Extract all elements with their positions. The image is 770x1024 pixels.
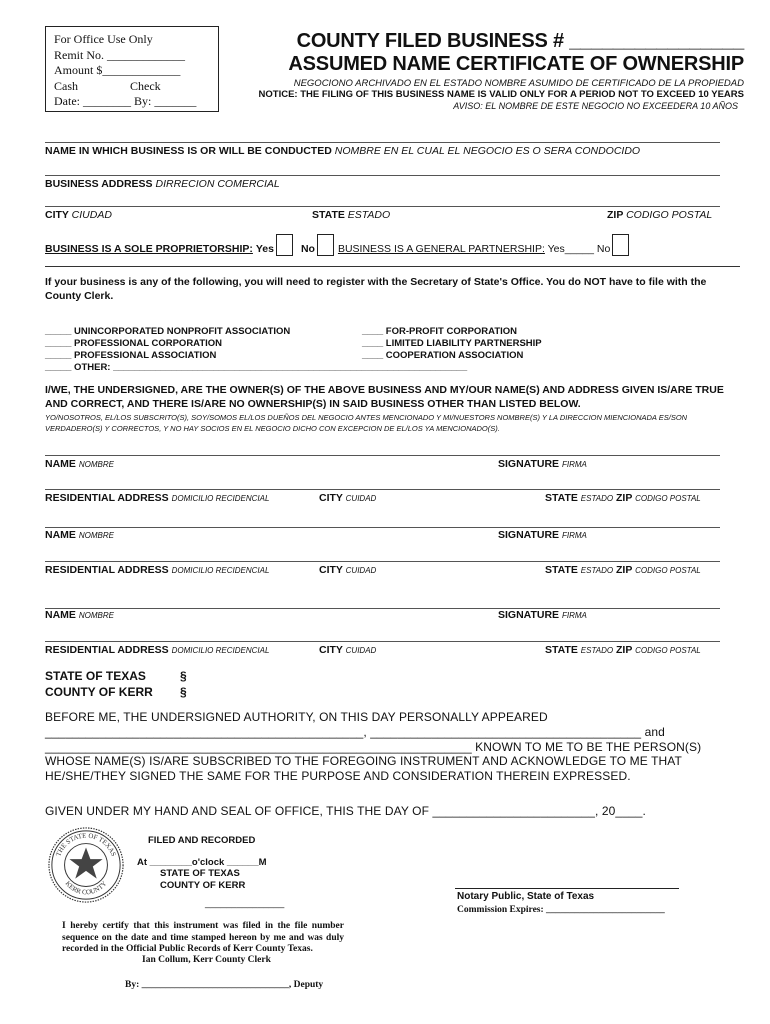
- venue-block: [45, 668, 153, 700]
- remit-number-field: Remit No. _____________: [54, 47, 185, 62]
- notary-line-3[interactable]: _______________________________________________________________ KNOWN TO ME TO BE THE PERSON(S): [45, 740, 702, 754]
- notary-line-5: HE/SHE/THEY SIGNED THE SAME FOR THE PURPOSE AND CONSIDERATION THEREIN EXPRESSED.: [45, 769, 631, 783]
- notary-line-2[interactable]: _______________________________________________, ________________________________________ and: [45, 725, 665, 739]
- owner-2-city-label: CITY CUIDAD: [319, 564, 377, 576]
- owner-1-name-label: NAME NOMBRE: [45, 458, 114, 470]
- entity-types-right: [362, 326, 542, 362]
- business-state-label: STATE ESTADO: [312, 209, 391, 221]
- county-clerk-name: Ian Collum, Kerr County Clerk: [142, 955, 271, 965]
- owner-3-signature-label: SIGNATURE FIRMA: [498, 609, 587, 621]
- entity-type-option[interactable]: _____ PROFESSIONAL CORPORATION: [45, 338, 223, 349]
- clerk-certification: I hereby certify that this instrument was filed in the file number sequence on the date and time stamped hereon by me and was duly recorded in the Official Public Records of Kerr County Texas.: [62, 921, 344, 954]
- business-name-line[interactable]: [45, 142, 720, 143]
- office-use-heading: For Office Use Only: [54, 32, 153, 46]
- gp-yes-label: Yes_____: [547, 243, 594, 255]
- check-label: Check: [130, 78, 161, 93]
- owner-3-name-line[interactable]: [45, 608, 720, 609]
- sole-yes-checkbox[interactable]: [276, 234, 293, 256]
- city-state-zip-line[interactable]: [45, 206, 720, 207]
- owner-2-signature-label: SIGNATURE FIRMA: [498, 529, 587, 541]
- owner-2-address-line[interactable]: [45, 561, 720, 562]
- owner-2-name-label: NAME NOMBRE: [45, 529, 114, 541]
- notary-signature-line[interactable]: [455, 888, 679, 889]
- business-address-line[interactable]: [45, 175, 720, 176]
- section-divider: [45, 266, 740, 267]
- entity-type-option[interactable]: _____ UNINCORPORATED NONPROFIT ASSOCIATION: [45, 326, 291, 337]
- owner-3-city-label: CITY CUIDAD: [319, 644, 377, 656]
- entity-type-option[interactable]: ____ LIMITED LIABILITY PARTNERSHIP: [362, 338, 542, 349]
- business-type-row: [45, 234, 631, 256]
- date-by-field: Date: ________ By: _______: [54, 94, 197, 108]
- kerr-county-seal-icon: [47, 826, 125, 904]
- notary-line-1: BEFORE ME, THE UNDERSIGNED AUTHORITY, ON THIS DAY PERSONALLY APPEARED: [45, 710, 548, 724]
- business-address-label: BUSINESS ADDRESS DIRRECION COMERCIAL: [45, 178, 280, 190]
- svg-text:KERR COUNTY: KERR COUNTY: [63, 880, 109, 897]
- notary-public-label: Notary Public, State of Texas: [457, 891, 595, 902]
- amount-field: Amount $_____________: [54, 63, 181, 77]
- county-filed-business-title: COUNTY FILED BUSINESS # ________________: [296, 30, 744, 52]
- notary-line-4: WHOSE NAME(S) IS/ARE SUBSCRIBED TO THE FOREGOING INSTRUMENT AND ACKNOWLEDGE TO ME THAT: [45, 754, 682, 768]
- owner-3-address-label: RESIDENTIAL ADDRESS DOMICILIO RECIDENCIAL: [45, 644, 270, 656]
- filed-blank-line[interactable]: _______________: [205, 898, 285, 909]
- owner-3-state-zip-label: STATE ESTADO ZIP CODIGO POSTAL: [545, 644, 701, 656]
- owner-1-signature-label: SIGNATURE FIRMA: [498, 458, 587, 470]
- aviso-notice: AVISO: EL NOMBRE DE ESTE NEGOCIO NO EXCEEDERA 10 AÑOS: [453, 101, 738, 111]
- filed-county: COUNTY OF KERR: [160, 880, 246, 891]
- venue-state: STATE OF TEXAS: [45, 669, 146, 683]
- filed-time-field[interactable]: At ________o'clock ______M: [137, 857, 267, 868]
- sole-no-label: No: [300, 243, 315, 255]
- cash-label: Cash: [54, 78, 78, 93]
- venue-county: COUNTY OF KERR: [45, 685, 153, 699]
- sole-yes-label: Yes: [255, 243, 274, 255]
- secretary-of-state-note: If your business is any of the following, you will need to register with the Secretary of State's Office. You do NOT have to file with the County Clerk.: [45, 276, 707, 302]
- sole-no-checkbox[interactable]: [317, 234, 334, 256]
- section-symbols: § §: [180, 669, 187, 699]
- business-zip-label: ZIP CODIGO POSTAL: [607, 209, 713, 221]
- entity-type-option[interactable]: ____ FOR-PROFIT CORPORATION: [362, 326, 518, 337]
- spanish-title: NEGOCIONO ARCHIVADO EN EL ESTADO NOMBRE ASUMIDO DE CERTIFICADO DE LA PROPIEDAD: [293, 78, 744, 89]
- business-name-label: NAME IN WHICH BUSINESS IS OR WILL BE CONDUCTED NOMBRE EN EL CUAL EL NEGOCIO ES O SERA CONDOCIDO: [45, 145, 641, 157]
- owner-2-name-line[interactable]: [45, 527, 720, 528]
- page-title: ASSUMED NAME CERTIFICATE OF OWNERSHIP: [288, 53, 744, 75]
- entity-type-option[interactable]: ____ COOPERATION ASSOCIATION: [362, 350, 524, 361]
- owner-1-address-label: RESIDENTIAL ADDRESS DOMICILIO RECIDENCIAL: [45, 492, 270, 504]
- general-partnership-label: BUSINESS IS A GENERAL PARTNERSHIP:: [337, 243, 545, 255]
- owner-2-state-zip-label: STATE ESTADO ZIP CODIGO POSTAL: [545, 564, 701, 576]
- filed-and-recorded: FILED AND RECORDED: [148, 835, 256, 846]
- owner-declaration-spanish: YO/NOSOTROS, EL/LOS SUBSCRITO(S), SOY/SOMOS EL/LOS DUEÑOS DEL NEGOCIO ANTES MENCIONADO Y MI/NUESTORS NOMBRE(S) Y LA DIRECCION MIENCIONADA ES/SON VERDADERO(S) Y CORRECTOS, Y NO HAY SOCIOS EN EL NEGOCIO DICHO CON EXCEPCION DE EL/LOS YA MENCIONADO(S).: [45, 413, 688, 433]
- owner-1-state-zip-label: STATE ESTADO ZIP CODIGO POSTAL: [545, 492, 701, 504]
- sole-proprietorship-label: BUSINESS IS A SOLE PROPRIETORSHIP:: [45, 243, 253, 255]
- owner-1-name-line[interactable]: [45, 455, 720, 456]
- filed-state: STATE OF TEXAS: [160, 868, 240, 879]
- owner-3-name-label: NAME NOMBRE: [45, 609, 114, 621]
- owner-1-city-label: CITY CUIDAD: [319, 492, 377, 504]
- given-under-hand-line[interactable]: GIVEN UNDER MY HAND AND SEAL OF OFFICE, THIS THE DAY OF ________________________, 20____.: [45, 804, 646, 818]
- svg-text:THE STATE OF TEXAS: THE STATE OF TEXAS: [55, 832, 117, 858]
- owner-declaration: I/WE, THE UNDERSIGNED, ARE THE OWNER(S) OF THE ABOVE BUSINESS AND MY/OUR NAME(S) AND ADDRESS GIVEN IS/ARE TRUE AND CORRECT, AND THERE IS/ARE NO OWNERSHIP(S) IN SAID BUSINESS OTHER THAN LISTED BELOW.: [45, 384, 724, 410]
- owner-2-address-label: RESIDENTIAL ADDRESS DOMICILIO RECIDENCIAL: [45, 564, 270, 576]
- owner-3-address-line[interactable]: [45, 641, 720, 642]
- office-use-box: [45, 26, 219, 112]
- gp-no-checkbox[interactable]: [612, 234, 629, 256]
- entity-type-option[interactable]: _____ OTHER: ___________________________________________________________________: [45, 362, 468, 373]
- commission-expires-field[interactable]: Commission Expires: _________________________: [457, 905, 665, 915]
- gp-no-label: No: [596, 243, 611, 255]
- deputy-signature-field[interactable]: By: _______________________________, Deputy: [125, 980, 324, 990]
- owner-1-address-line[interactable]: [45, 489, 720, 490]
- business-city-label: CITY CIUDAD: [45, 209, 112, 221]
- validity-notice: NOTICE: THE FILING OF THIS BUSINESS NAME IS VALID ONLY FOR A PERIOD NOT TO EXCEED 10 YEARS: [258, 89, 744, 100]
- entity-type-option[interactable]: _____ PROFESSIONAL ASSOCIATION: [45, 350, 217, 361]
